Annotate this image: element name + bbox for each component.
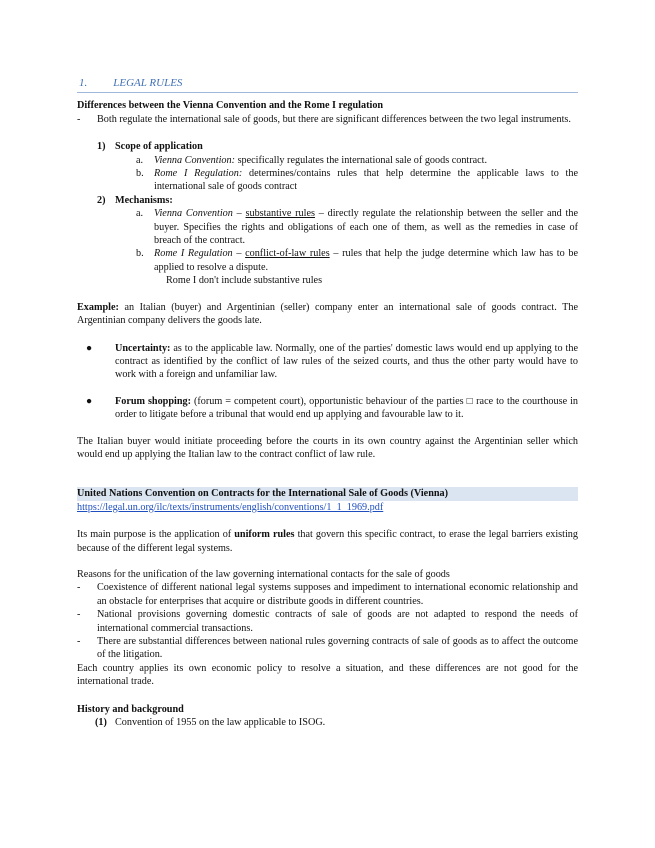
policy-paragraph: Each country applies its own economic policy to resolve a situation, and these differences are not good for the international trade. — [77, 662, 578, 688]
bullet-forum-shopping: ● Forum shopping: (forum = competent court), opportunistic behaviour of the parties □ race to the courthouse in order to litigate before a tribunal that would end up applying and favourable law to it. — [86, 395, 578, 421]
scope-heading: 1) Scope of application — [97, 141, 203, 153]
example-paragraph: Example: an Italian (buyer) and Argentinian (seller) company enter an international sale of goods contract. The Argentinian company delivers the goods late. — [77, 301, 578, 327]
section-heading — [77, 77, 578, 93]
mech-note: Rome I don't include substantive rules — [166, 275, 323, 287]
scope-item-a: a. Vienna Convention: specifically regulates the international sale of goods contract. — [136, 154, 488, 166]
purpose-paragraph: Its main purpose is the application of uniform rules that govern this specific contract, to erase the legal barriers existing because of the different legal systems. — [77, 529, 578, 554]
history-item: (1) Convention of 1955 on the law applicable to ISOG. — [95, 717, 326, 729]
bullet-uncertainty: ● Uncertainty: as to the applicable law. Normally, one of the parties' domestic laws would end up applying to the contract as identified by the conflict of law rules of the seized courts, and thus the other party would have to work with a foreign and unfamiliar law. — [86, 342, 578, 381]
reason-item: - There are substantial differences between national rules governing contracts of sale of goods as to affect the outcome of the litigation. — [77, 636, 578, 661]
diff-title: Differences between the Vienna Convention and the Rome I regulation — [77, 100, 384, 112]
section-title: LEGAL RULES — [113, 77, 183, 89]
example-conclusion: The Italian buyer would initiate proceeding before the courts in its own country against the Argentinian seller which would end up applying the Italian law to the contract conflict of law rule. — [77, 435, 578, 460]
mech-heading: 2) Mechanisms: — [97, 194, 173, 206]
section-number: 1. — [79, 77, 88, 89]
reasons-title: Reasons for the unification of the law governing international contacts for the sale of goods — [77, 568, 450, 580]
document-page — [77, 74, 578, 729]
mech-item-a: a. Vienna Convention – substantive rules – directly regulate the relationship between the seller and the buyer. Specifies the rights and obligations of each one of them, as well as the remedies in case of breach of the contract. — [136, 208, 578, 247]
reason-item: - National provisions governing domestic contracts of sale of goods are not adapted to respond the needs of international commercial transactions. — [77, 609, 578, 634]
un-convention-link[interactable]: https://legal.un.org/ilc/texts/instruments/english/conventions/1_1_1969.pdf — [77, 501, 384, 513]
un-convention-link-line — [77, 501, 578, 514]
un-convention-title: United Nations Convention on Contracts for the International Sale of Goods (Vienna) — [77, 487, 578, 500]
reason-item: - Coexistence of different national legal systems supposes and impediment to international economic relationship and an obstacle for enterprises that acquire or distribute goods in different countries. — [77, 582, 578, 607]
history-title: History and background — [77, 703, 184, 715]
diff-intro: - Both regulate the international sale of goods, but there are significant differences between the two legal instruments. — [77, 113, 571, 125]
scope-item-b: b. Rome I Regulation: determines/contains rules that help determine the applicable laws to the international sale of goods contract — [136, 168, 579, 193]
mech-item-b: b. Rome I Regulation – conflict-of-law rules – rules that help the judge determine which law has to be applied to resolve a dispute. — [136, 248, 579, 273]
